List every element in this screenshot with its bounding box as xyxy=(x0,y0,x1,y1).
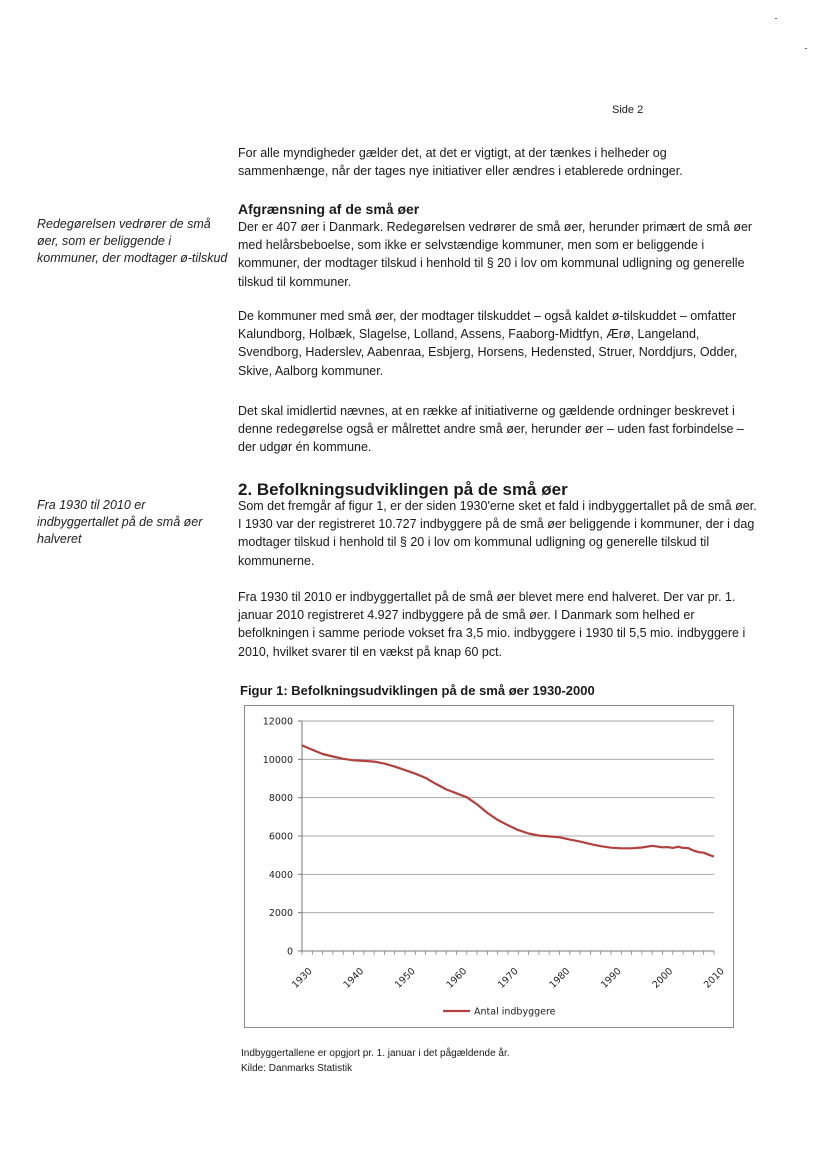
paragraph-afgraensning-1: Der er 407 øer i Danmark. Redegørelsen vedrører de små øer, herunder primært de små øer med helårsbeboelse, som ikke er selvstændige kommuner, men som er beliggende i kommuner, der modtager tilskud i henhold til § 20 i lov om kommunal udligning og generelle tilskud til kommuner. xyxy=(238,220,753,289)
paragraph-befolkning-2: Fra 1930 til 2010 er indbyggertallet på de små øer blevet mere end halveret. Der var pr. 1. januar 2010 registreret 4.927 indbyggere på de små øer. I Danmark som helhed er befolkningen i samme periode vokset fra 3,5 mio. indbyggere i 1930 til 5,5 mio. indbyggere i 2010, hvilket svarer til en vækst på knap 60 pct. xyxy=(238,590,746,659)
scan-mark-side xyxy=(805,48,807,49)
figure-source: Kilde: Danmarks Statistik xyxy=(241,1063,353,1074)
paragraph-befolkning-1: Som det fremgår af figur 1, er der siden 1930'erne sket et fald i indbyggertallet på de små øer. I 1930 var der registreret 10.727 indbyggere på de små øer beliggende i kommuner, der i dag modtager tilskud i henhold til § 20 i lov om kommunal udligning og generelle tilskud til kommunerne. xyxy=(238,499,757,568)
y-tick-label: 2000 xyxy=(268,908,293,920)
y-tick-label: 0 xyxy=(286,946,293,958)
x-tick-label: 1990 xyxy=(598,965,624,991)
margin-note-befolkning: Fra 1930 til 2010 er indbyggertallet på de små øer halveret xyxy=(37,498,203,546)
figure-footnote: Indbyggertallene er opgjort pr. 1. januar i det pågældende år. xyxy=(241,1048,510,1059)
y-tick-label: 6000 xyxy=(268,831,293,843)
series-line-antal-indbyggere xyxy=(302,745,714,856)
legend-label: Antal indbyggere xyxy=(474,1006,556,1018)
population-chart xyxy=(244,705,734,1028)
x-tick-label: 1970 xyxy=(495,965,521,991)
figure-title: Figur 1: Befolkningsudviklingen på de små øer 1930-2000 xyxy=(240,683,595,698)
scan-mark-top xyxy=(775,18,777,19)
x-tick-label: 1950 xyxy=(392,965,418,991)
x-tick-label: 1930 xyxy=(289,965,315,991)
paragraph-afgraensning-3: Det skal imidlertid nævnes, at en række af initiativerne og gældende ordninger beskrevet i denne redegørelse også er målrettet andre små øer, herunder øer – uden fast forbindelse – der udgør én kommune. xyxy=(238,404,744,455)
population-line-chart xyxy=(245,706,733,1027)
x-tick-label: 2000 xyxy=(650,965,676,991)
section-heading-befolkning: 2. Befolkningsudviklingen på de små øer xyxy=(238,480,568,499)
paragraph-afgraensning-2: De kommuner med små øer, der modtager tilskuddet – også kaldet ø-tilskuddet – omfatter Kalundborg, Holbæk, Slagelse, Lolland, Assens, Faaborg-Midtfyn, Ærø, Langeland, Svendborg, Haderslev, Aabenraa, Esbjerg, Horsens, Hedensted, Struer, Norddjurs, Odder, Skive, Aalborg kommuner. xyxy=(238,309,738,378)
margin-note-afgraensning: Redegørelsen vedrører de små øer, som er beliggende i kommuner, der modtager ø-tilskud xyxy=(37,217,228,265)
page-number: Side 2 xyxy=(612,104,644,116)
y-tick-label: 12000 xyxy=(262,716,293,728)
x-tick-label: 1940 xyxy=(341,965,367,991)
y-tick-label: 10000 xyxy=(262,754,293,766)
y-tick-label: 8000 xyxy=(268,793,293,805)
intro-paragraph: For alle myndigheder gælder det, at det er vigtigt, at der tænkes i helheder og sammenhænge, når der tages nye initiativer eller ændres i etablerede ordninger. xyxy=(238,146,683,179)
x-tick-label: 1980 xyxy=(547,965,573,991)
section-heading-afgraensning: Afgrænsning af de små øer xyxy=(238,201,420,217)
x-tick-label: 1960 xyxy=(444,965,470,991)
y-tick-label: 4000 xyxy=(268,869,293,881)
x-tick-label: 2010 xyxy=(701,965,727,991)
